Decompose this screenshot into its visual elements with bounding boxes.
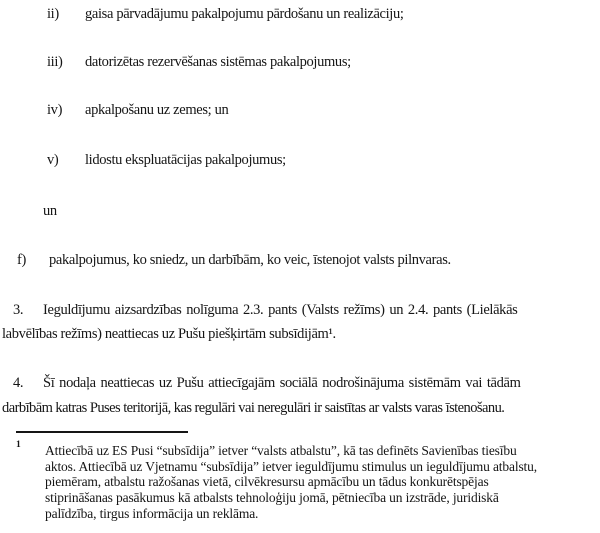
list-text-f: pakalpojumus, ko sniedz, un darbībām, ko veic, īstenojot valsts pilnvaras. [49, 252, 451, 268]
list-marker-ii: ii) [47, 6, 59, 22]
list-text-iv: apkalpošanu uz zemes; un [85, 102, 229, 118]
list-marker-iv: iv) [47, 102, 63, 118]
footnote-line-1: Attiecībā uz ES Pusi “subsīdija” ietver “valsts atbalstu”, kā tas definēts Savienības tiesību [45, 443, 517, 458]
paragraph-3-number: 3. [13, 302, 24, 318]
list-item-iii [47, 54, 351, 70]
paragraph-3-text: Ieguldījumu aizsardzības nolīguma 2.3. pants (Valsts režīms) un 2.4. pants (Lielākās [43, 302, 518, 318]
list-text-ii: gaisa pārvadājumu pakalpojumu pārdošanu un realizāciju; [85, 6, 404, 22]
list-item-v [47, 152, 286, 168]
paragraph-4-line-2: darbībām katras Puses teritorijā, kas regulāri vai neregulāri ir saistītas ar valsts varas īstenošanu. [2, 400, 505, 416]
footnote-line-5: palīdzība, tirgus informācija un reklāma. [45, 506, 259, 521]
paragraph-4-text: Šī nodaļa neattiecas uz Pušu attiecīgajām sociālā nodrošinājuma sistēmām vai tādām [43, 375, 521, 391]
list-connector: un [43, 203, 57, 219]
footnote-line-3: piemēram, atbalstu ražošanas vietā, cilvēkresursu apmācību un tādus konkurētspējas [45, 474, 489, 489]
list-item-f [17, 252, 451, 268]
list-item-ii [47, 6, 404, 22]
footnote-line-4: stiprināšanas pasākumus kā atbalsts tehnoloģiju jomā, pētniecība un izstrāde, juridiskā [45, 490, 499, 505]
list-text-iii: datorizētas rezervēšanas sistēmas pakalpojumus; [85, 54, 351, 70]
list-text-v: lidostu ekspluatācijas pakalpojumus; [85, 152, 286, 168]
footnote-marker: 1 [16, 440, 21, 450]
paragraph-4-number: 4. [13, 375, 24, 391]
paragraph-3-line-2: labvēlības režīms) neattiecas uz Pušu piešķirtām subsīdijām¹. [2, 326, 336, 342]
paragraph-3-line-1 [13, 302, 517, 318]
footnote-line-2: aktos. Attiecībā uz Vjetnamu “subsīdija” ietver ieguldījumu stimulus un ieguldījumu atbalstu, [45, 459, 537, 474]
footnote-separator [16, 431, 188, 433]
list-marker-f: f) [17, 252, 26, 268]
list-marker-iii: iii) [47, 54, 63, 70]
list-item-iv [47, 102, 228, 118]
list-marker-v: v) [47, 152, 59, 168]
paragraph-4-line-1 [13, 375, 521, 391]
